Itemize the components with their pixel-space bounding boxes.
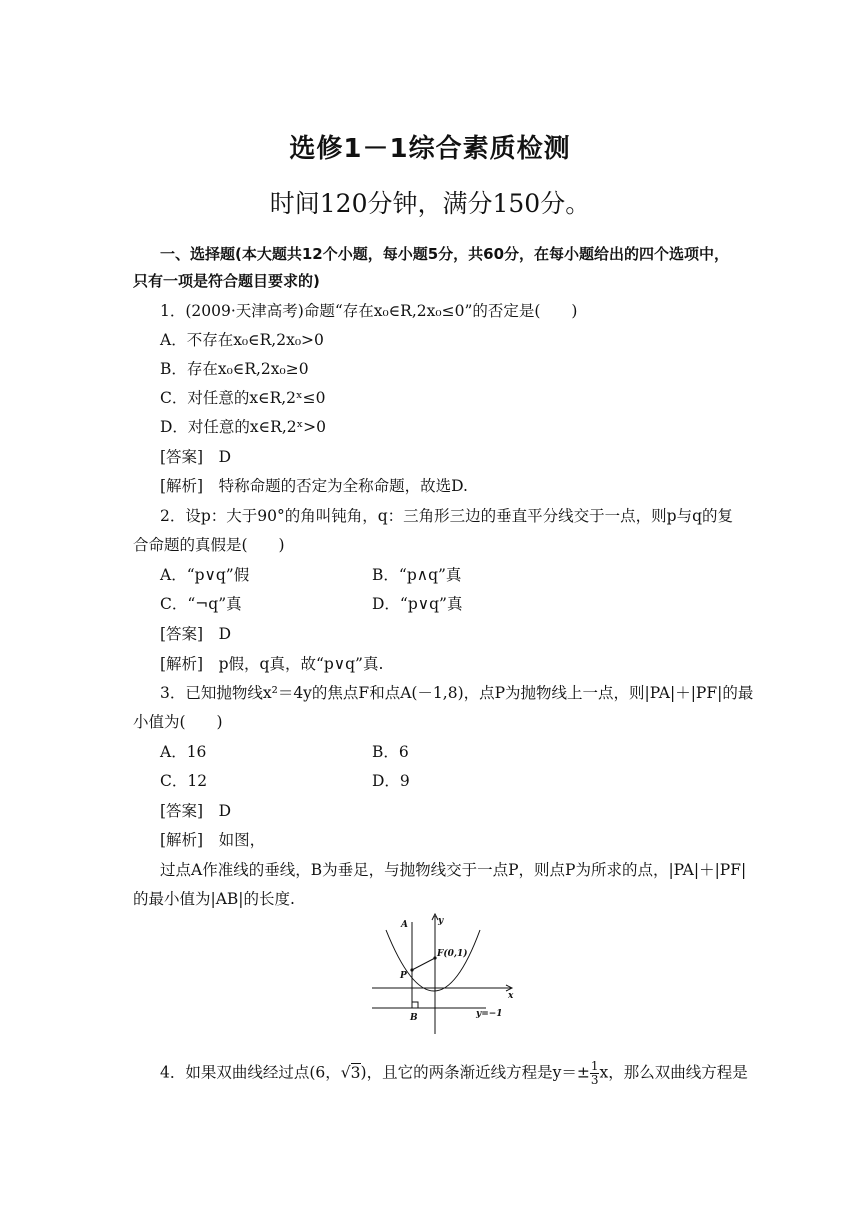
label-x: x	[508, 991, 514, 1001]
segment-pf	[412, 958, 435, 970]
q2-option-c: C．“¬q”真	[160, 595, 242, 613]
q3-analysis: [解析] 如图，	[160, 831, 266, 849]
q2-option-a: A．“p∨q”假	[160, 566, 250, 584]
q2-stem-line1: 2．设p：大于90°的角叫钝角，q：三角形三边的垂直平分线交于一点，则p与q的复	[160, 507, 734, 525]
label-p: P	[400, 971, 407, 981]
q1-stem: 1．(2009·天津高考)命题“存在x₀∈R,2x₀≤0”的否定是( )	[160, 302, 578, 320]
q2-answer: [答案] D	[160, 625, 232, 643]
point-p	[410, 968, 413, 971]
label-a: A	[401, 920, 408, 930]
q3-explain-line1: 过点A作准线的垂线，B为垂足，与抛物线交于一点P，则点P为所求的点，|PA|＋|PF|	[160, 861, 747, 879]
q2-option-b: B．“p∧q”真	[372, 566, 462, 584]
label-y: y	[438, 916, 444, 926]
parabola-figure	[368, 910, 518, 1038]
page-subtitle: 时间120分钟，满分150分。	[269, 189, 591, 218]
section-header-line2: 只有一项是符合题目要求的)	[133, 272, 320, 290]
q1-analysis: [解析] 特称命题的否定为全称命题，故选D.	[160, 477, 468, 495]
section-header-line1: 一、选择题(本大题共12个小题，每小题5分，共60分，在每小题给出的四个选项中，	[160, 245, 730, 263]
page-title: 选修1－1综合素质检测	[289, 134, 571, 164]
label-b: B	[410, 1013, 418, 1023]
q1-option-b: B．存在x₀∈R,2x₀≥0	[160, 360, 309, 378]
parabola-curve	[386, 930, 480, 991]
q4-stem-part-c: x，那么双曲线方程是	[599, 1063, 748, 1082]
q3-stem-line1: 3．已知抛物线x²＝4y的焦点F和点A(－1,8)，点P为抛物线上一点，则|PA|＋|PF|的最	[160, 684, 754, 702]
q3-option-b: B．6	[372, 743, 409, 761]
right-angle-mark	[412, 1002, 418, 1008]
q3-option-a: A．16	[160, 743, 207, 761]
q4-frac-den: 3	[590, 1073, 599, 1087]
q2-option-d: D．“p∨q”真	[372, 595, 463, 613]
q3-explain-line2: 的最小值为|AB|的长度.	[133, 890, 295, 908]
q2-analysis: [解析] p假，q真，故“p∨q”真.	[160, 655, 384, 673]
q4-sqrt-value: 3	[350, 1063, 361, 1082]
sqrt-symbol: √	[340, 1063, 351, 1082]
q3-option-c: C．12	[160, 772, 208, 790]
q3-answer: [答案] D	[160, 802, 232, 820]
label-f: F(0,1)	[437, 949, 468, 959]
q3-stem-line2: 小值为( )	[133, 713, 223, 731]
q1-answer: [答案] D	[160, 448, 232, 466]
q4-stem	[160, 1060, 748, 1087]
q4-stem-part-a: 4．如果双曲线经过点(6，	[160, 1063, 341, 1082]
q3-option-d: D．9	[372, 772, 410, 790]
q4-frac-num: 1	[590, 1059, 599, 1073]
q1-option-c: C．对任意的x∈R,2ˣ≤0	[160, 389, 326, 407]
q4-stem-part-b: )，且它的两条渐近线方程是y＝±	[360, 1063, 590, 1082]
q2-stem-line2: 合命题的真假是( )	[133, 536, 285, 554]
label-directrix: y=−1	[476, 1009, 503, 1019]
q1-option-d: D．对任意的x∈R,2ˣ>0	[160, 418, 327, 436]
q1-option-a: A．不存在x₀∈R,2x₀>0	[160, 331, 324, 349]
